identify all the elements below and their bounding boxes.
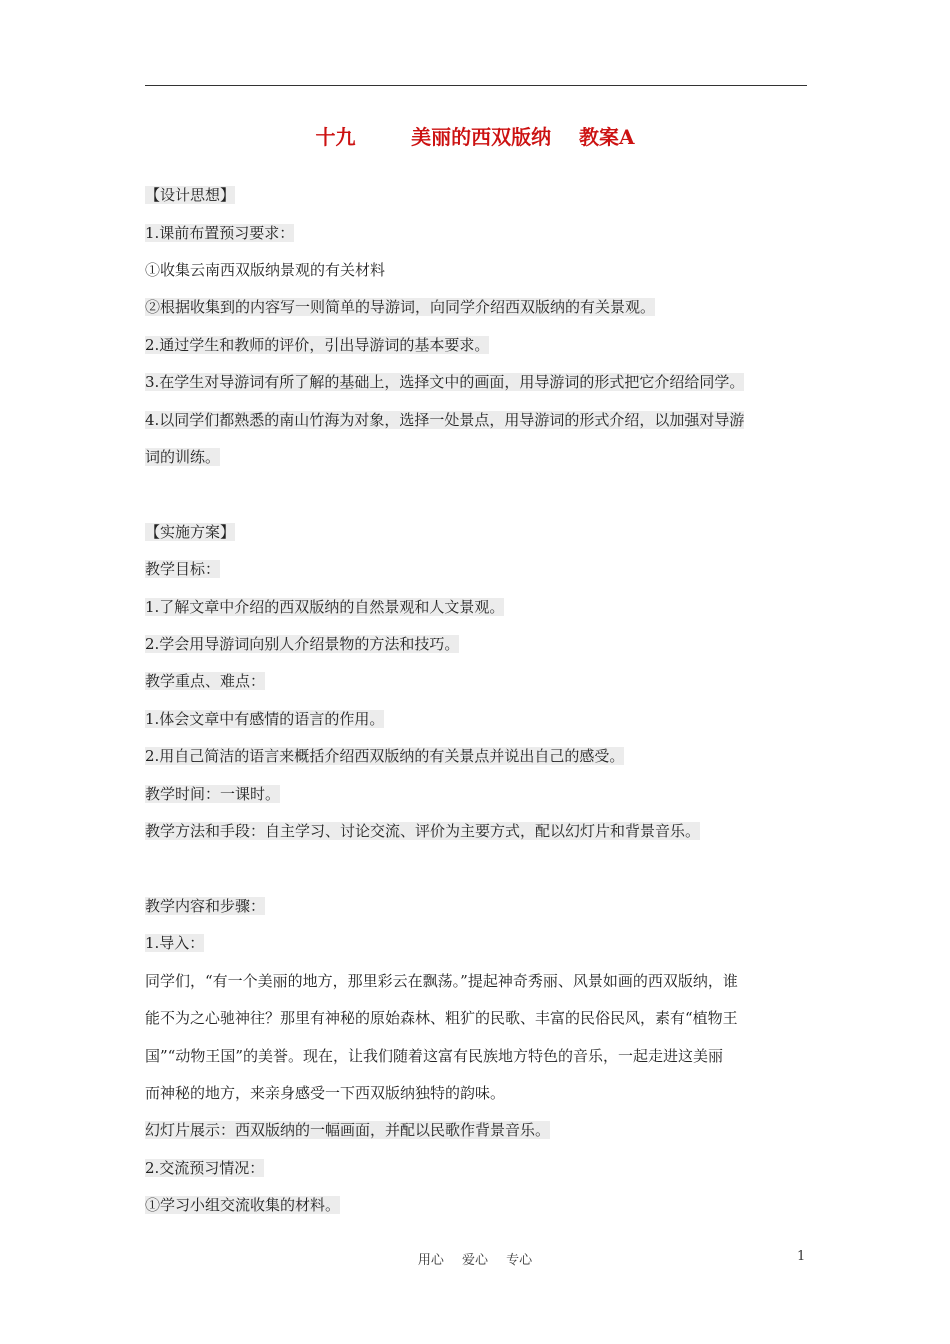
paragraph-line: 2.交流预习情况：: [145, 1159, 265, 1177]
paragraph-line: 教学内容和步骤：: [145, 897, 266, 915]
paragraph-line: 教学重点、难点：: [145, 672, 266, 690]
paragraph-line: 幻灯片展示：西双版纳的一幅画面，并配以民歌作背景音乐。: [145, 1121, 551, 1139]
paragraph-line: ②根据收集到的内容写一则简单的导游词，向同学介绍西双版纳的有关景观。: [145, 298, 656, 316]
paragraph-line: 教学方法和手段：自主学习、讨论交流、评价为主要方式，配以幻灯片和背景音乐。: [145, 822, 701, 840]
page-number: 1: [797, 1249, 806, 1264]
paragraph-line: 1.了解文章中介绍的西双版纳的自然景观和人文景观。: [145, 598, 505, 616]
paragraph-line: 2.通过学生和教师的评价，引出导游词的基本要求。: [145, 336, 490, 354]
paragraph-line: 能不为之心驰神往？那里有神秘的原始森林、粗犷的民歌、丰富的民俗民风，素有“植物王: [145, 1009, 738, 1027]
paragraph-line: 而神秘的地方，来亲身感受一下西双版纳独特的韵味。: [145, 1084, 506, 1102]
paragraph-line: 教学目标：: [145, 560, 221, 578]
page-title: 十九 美丽的西双版纳 教案A: [315, 125, 635, 149]
paragraph-line: 3.在学生对导游词有所了解的基础上，选择文中的画面，用导游词的形式把它介绍给同学。: [145, 373, 745, 391]
paragraph-line: 1.导入：: [145, 934, 205, 952]
paragraph-line: ①学习小组交流收集的材料。: [145, 1196, 341, 1214]
paragraph-line: ①收集云南西双版纳景观的有关材料: [145, 261, 386, 279]
paragraph-line: 同学们，“有一个美丽的地方，那里彩云在飘荡。”提起神奇秀丽、风景如画的西双版纳，谁: [145, 972, 738, 990]
header-rule: [145, 85, 807, 86]
paragraph-line: 国”“动物王国”的美誉。现在，让我们随着这富有民族地方特色的音乐，一起走进这美丽: [145, 1047, 724, 1065]
paragraph-line: 词的训练。: [145, 448, 221, 466]
paragraph-line: 1.体会文章中有感情的语言的作用。: [145, 710, 385, 728]
section-heading-design: 【设计思想】: [145, 186, 236, 204]
paragraph-line: 1.课前布置预习要求：: [145, 224, 295, 242]
paragraph-line: 教学时间：一课时。: [145, 785, 281, 803]
paragraph-line: 2.学会用导游词向别人介绍景物的方法和技巧。: [145, 635, 460, 653]
page-footer: 用心 爱心 专心: [417, 1253, 533, 1268]
section-heading-plan: 【实施方案】: [145, 523, 236, 541]
paragraph-line: 4.以同学们都熟悉的南山竹海为对象，选择一处景点，用导游词的形式介绍，以加强对导游: [145, 411, 745, 429]
paragraph-line: 2.用自己简洁的语言来概括介绍西双版纳的有关景点并说出自己的感受。: [145, 747, 625, 765]
